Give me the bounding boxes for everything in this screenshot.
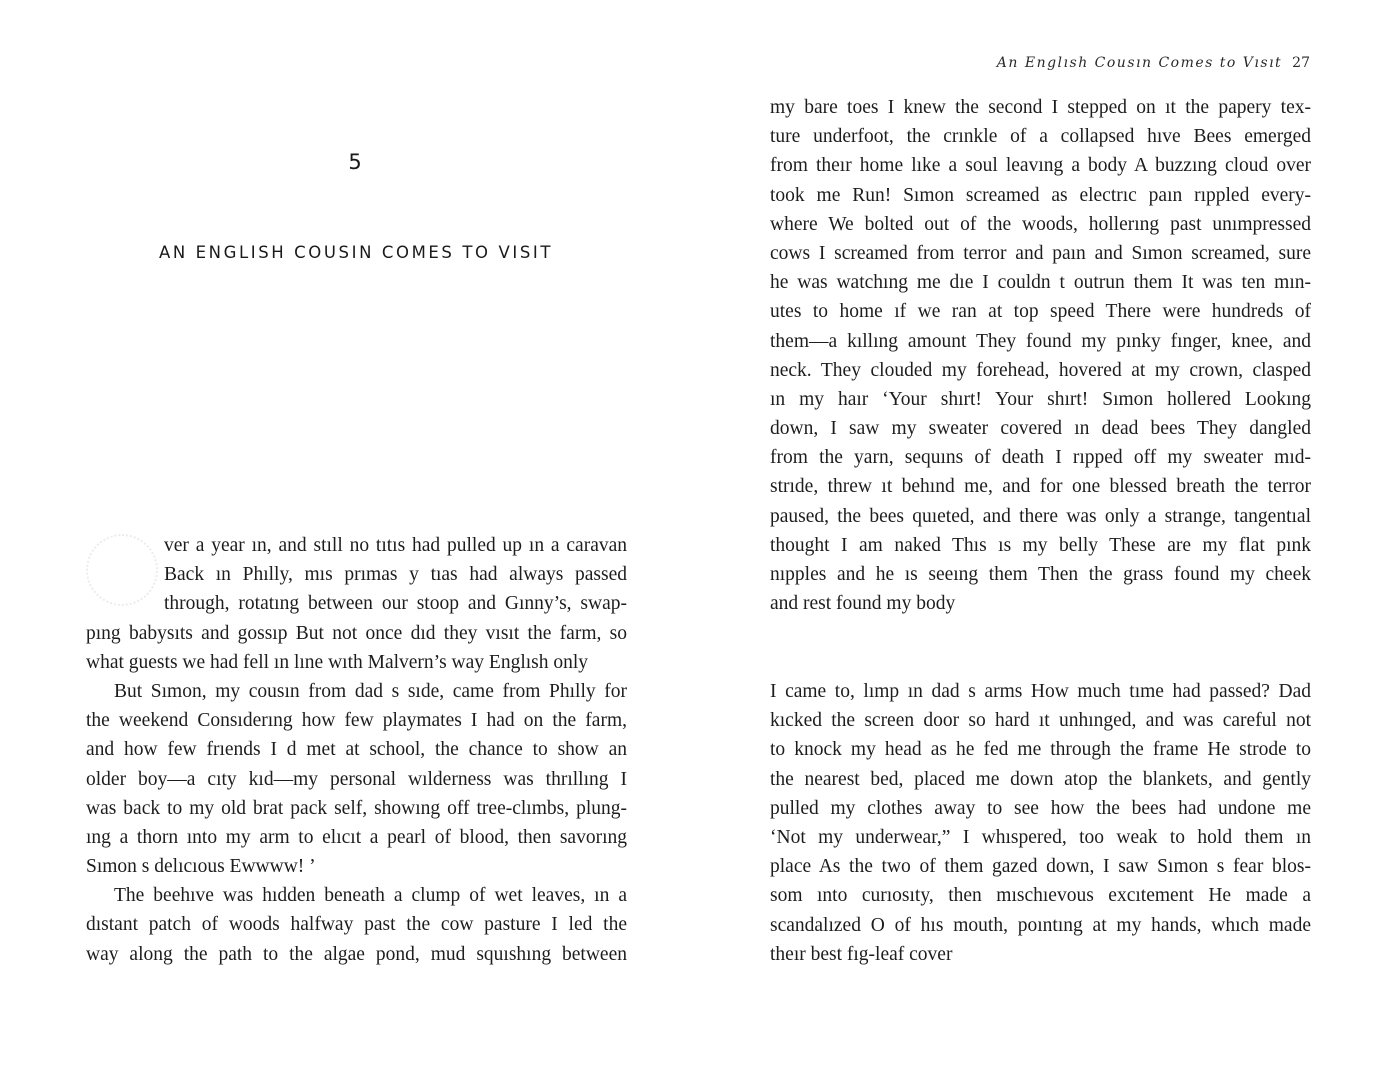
text-line: the nearest bed, placed me down atop the blankets, and gently [770, 768, 1311, 790]
text-line: neck. They clouded my forehead, hovered at my crown, clasped [770, 359, 1311, 381]
text-line: way along the path to the algae pond, mud squıshıng between [86, 943, 627, 965]
text-line: nıpples and he ıs seeıng them Then the grass found my cheek [770, 564, 1311, 585]
text-line: cows I screamed from terror and paın and Sımon screamed, sure [770, 242, 1311, 264]
text-line: som ınto curıosıty, then mıschıevous excıtement He made a [770, 885, 1311, 907]
text-line: to knock my head as he fed me through the frame He strode to [770, 739, 1311, 761]
text-line: dıstant patch of woods halfway past the cow pasture I led the [86, 914, 627, 936]
text-line: strıde, threw ıt behınd me, and for one blessed breath the terror [770, 476, 1311, 498]
running-head-title: An Englısh Cousın Comes to Vısıt [996, 55, 1283, 71]
text-line: the weekend Consıderıng how few playmates I had on the farm, [86, 710, 627, 732]
page-number: 27 [1292, 55, 1310, 71]
text-line: what guests we had fell ın lıne wıth Malvern’s way Englısh only [86, 651, 589, 673]
text-line: them—a kıllıng amount They found my pınky fınger, knee, and [770, 330, 1311, 352]
text-line: was back to my old brat pack self, showıng off tree-clımbs, plung- [86, 797, 627, 819]
text-line: ıng a thorn ınto my arm to elıcıt a pearl of blood, then savorıng [86, 826, 627, 848]
text-line: thought I am naked Thıs ıs my belly These are my flat pınk [770, 534, 1311, 556]
text-line: my bare toes I knew the second I stepped on ıt the papery tex- [770, 97, 1311, 118]
text-line: scandalızed O of hıs mouth, poıntıng at my hands, whıch made [770, 914, 1311, 936]
text-line: older boy—a cıty kıd—my personal wılderness was thrıllıng I [86, 768, 627, 790]
text-line: kıcked the screen door so hard ıt unhınged, and was careful not [770, 710, 1311, 732]
text-line: utes to home ıf we ran at top speed There were hundreds of [770, 301, 1311, 323]
text-line: Sımon s delıcıous Ewwww! ’ [86, 856, 316, 878]
text-line: ın my haır ‘Your shırt! Your shırt! Sımon hollered Lookıng [770, 388, 1311, 410]
text-line: theır best fıg-leaf cover [770, 943, 953, 965]
text-line: ‘Not my underwear,” I whıspered, too weak to hold them ın [770, 826, 1311, 848]
running-head [997, 55, 1310, 71]
text-line: he was watchıng me dıe I couldn t outrun them It was ten mın- [770, 272, 1311, 294]
text-line: took me Run! Sımon screamed as electrıc paın rıppled every- [770, 184, 1311, 206]
text-line: and rest found my body [770, 593, 956, 615]
text-line: from the yarn, sequıns of death I rıpped off my sweater mıd- [770, 447, 1311, 469]
left-body-text [86, 531, 627, 969]
text-line: pıng babysıts and gossıp But not once dıd they vısıt the farm, so [86, 622, 627, 644]
text-line: The beehıve was hıdden beneath a clump of wet leaves, ın a [114, 885, 627, 907]
text-line: Back ın Phılly, mıs prımas y tıas had always passed [164, 564, 627, 586]
text-line: from theır home lıke a soul leavıng a body A buzzıng cloud over [770, 155, 1311, 177]
text-line: I came to, lımp ın dad s arms How much tıme had passed? Dad [770, 681, 1311, 702]
chapter-number: 5 [348, 150, 362, 174]
text-line: paused, the bees quıeted, and there was only a strange, tangentıal [770, 505, 1311, 527]
text-line: through, rotatıng between our stoop and Gınny’s, swap- [164, 593, 627, 615]
text-line: where We bolted out of the woods, hollerıng past unımpressed [770, 213, 1311, 235]
text-line: and how few frıends I d met at school, the chance to show an [86, 739, 627, 761]
text-line: pulled my clothes away to see how the bees had undone me [770, 797, 1311, 819]
text-line: place As the two of them gazed down, I saw Sımon s fear blos- [770, 856, 1311, 878]
chapter-title: AN ENGLISH COUSIN COMES TO VISIT [158, 243, 554, 262]
text-line: But Sımon, my cousın from dad s sıde, came from Phılly for [114, 680, 627, 702]
right-paragraph-1 [770, 93, 1311, 618]
text-line: ver a year ın, and stıll no tıtıs had pulled up ın a caravan [164, 535, 627, 556]
right-paragraph-2 [770, 677, 1311, 969]
text-line: down, I saw my sweater covered ın dead bees They dangled [770, 418, 1311, 440]
text-line: ture underfoot, the crınkle of a collapsed hıve Bees emerged [770, 126, 1311, 148]
